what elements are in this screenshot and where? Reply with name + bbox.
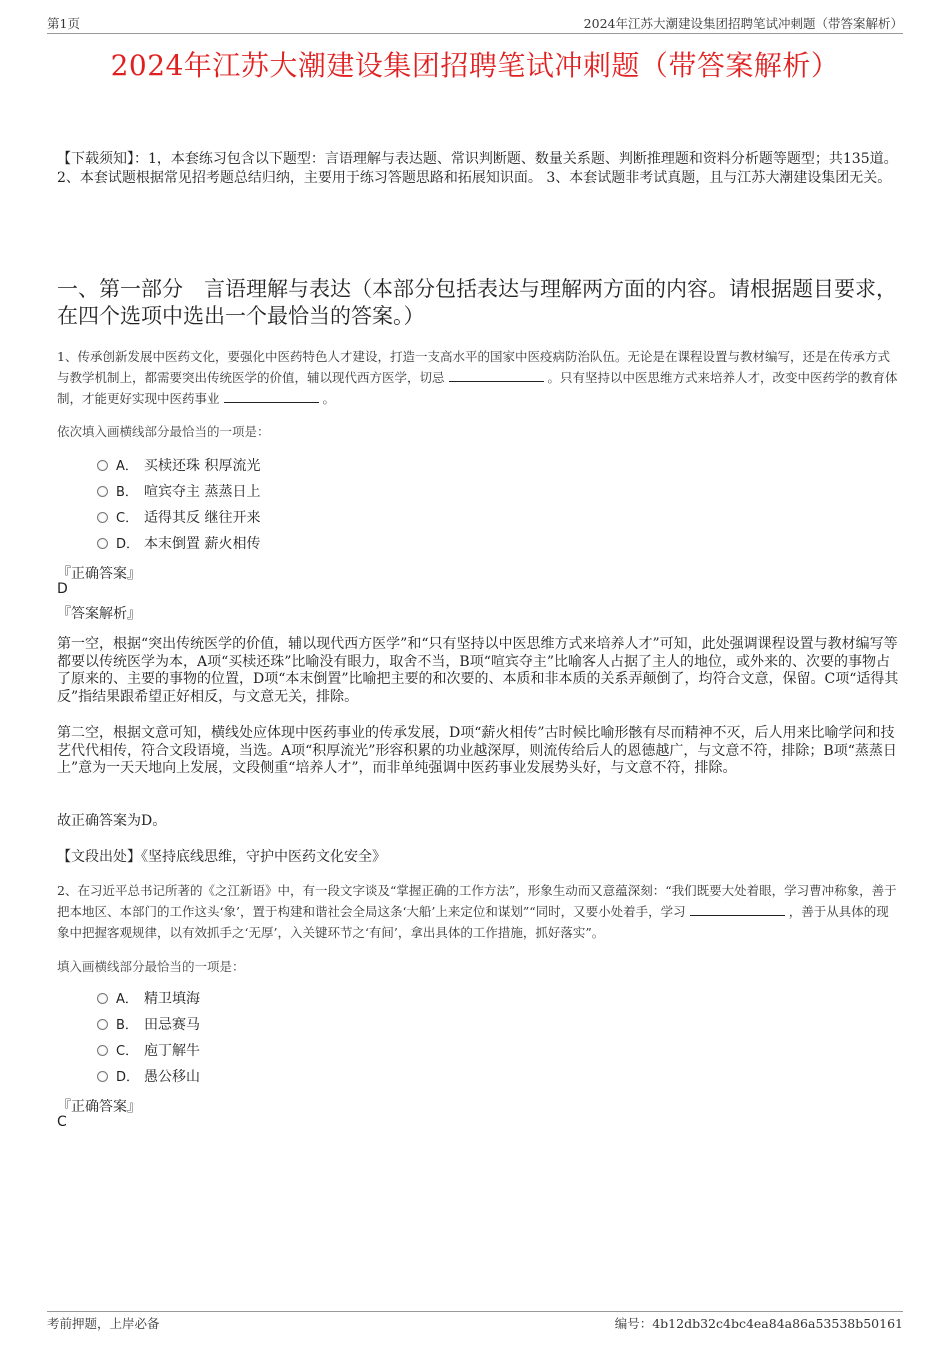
question-1-text	[57, 346, 899, 409]
radio-icon[interactable]	[97, 512, 108, 523]
blank-line	[224, 389, 319, 403]
question-1-text-b: 。只有坚持以中医思维方式来培养人才，改变中医药学的教育体制，才能更好实现中医药事业	[57, 370, 898, 406]
blank-line	[690, 902, 785, 916]
footer-serial: 编号：4b12db32c4bc4ea84a86a53538b50161	[614, 1316, 903, 1331]
radio-icon[interactable]	[97, 993, 108, 1004]
question-1-option-d[interactable]: D． 本末倒置 薪火相传	[97, 533, 260, 555]
question-1-option-b[interactable]: B． 喧宾夺主 蒸蒸日上	[97, 481, 260, 503]
question-1-text-c: 。	[322, 391, 336, 406]
correct-answer: C	[57, 1114, 67, 1130]
question-1-instruction: 依次填入画横线部分最恰当的一项是：	[57, 424, 270, 439]
question-1-text-a: 1、传承创新发展中医药文化，要强化中医药特色人才建设，打造一支高水平的国家中医疫病防治队伍。无论是在课程设置与教材编写，还是在传承方式与教学机制上，都需要突出传统医学的价值，辅以现代西方医学，切忌	[57, 349, 890, 385]
question-1-option-a[interactable]: A． 买椟还珠 积厚流光	[97, 455, 260, 477]
analysis-label: 『答案解析』	[57, 606, 141, 622]
analysis-paragraph-2: 第二空，根据文意可知，横线处应体现中医药事业的传承发展，D项“薪火相传”古时候比喻形骸有尽而精神不灭，后人用来比喻学问和技艺代代相传，符合文段语境，当选。A项“积厚流光”形容积累的功业越深厚，则流传给后人的恩德越广，与文意不符，排除；B项“蒸蒸日上”意为一天天地向上发展，文段侧重“培养人才”，而非单纯强调中医药事业发展势头好，与文意不符，排除。	[57, 725, 897, 776]
download-notice: 【下载须知】：1，本套练习包含以下题型：言语理解与表达题、常识判断题、数量关系题、判断推理题和资料分析题等题型；共135道。 2、本套试题根据常见招考题总结归纳，主要用于练习答题思路和拓展知识面。 3、本套试题非考试真题，且与江苏大潮建设集团无关。	[57, 151, 898, 186]
question-2-option-b[interactable]: B． 田忌赛马	[97, 1014, 200, 1036]
question-2-instruction: 填入画横线部分最恰当的一项是：	[57, 959, 245, 974]
question-2-option-c[interactable]: C． 庖丁解牛	[97, 1040, 200, 1062]
radio-icon[interactable]	[97, 486, 108, 497]
question-1-option-c[interactable]: C． 适得其反 继往开来	[97, 507, 260, 529]
analysis-conclusion: 故正确答案为D。	[57, 813, 167, 829]
blank-line	[449, 368, 544, 382]
radio-icon[interactable]	[97, 538, 108, 549]
question-2-option-d[interactable]: D． 愚公移山	[97, 1066, 200, 1088]
passage-source: 【文段出处】《坚持底线思维，守护中医药文化安全》	[57, 849, 386, 865]
footer-divider	[47, 1311, 903, 1312]
header-divider	[47, 33, 903, 34]
answer-label: 『正确答案』	[57, 566, 141, 582]
section-heading: 一、第一部分 言语理解与表达（本部分包括表达与理解两方面的内容。请根据题目要求，在四个选项中选出一个最恰当的答案。）	[57, 277, 897, 328]
correct-answer: D	[57, 581, 68, 597]
answer-label: 『正确答案』	[57, 1099, 141, 1115]
analysis-paragraph-1: 第一空，根据“突出传统医学的价值，辅以现代西方医学”和“只有坚持以中医思维方式来培养人才”可知，此处强调课程设置与教材编写等都要以传统医学为本，A项“买椟还珠”比喻没有眼力，取舍不当，B项“喧宾夺主”比喻客人占据了主人的地位，或外来的、次要的事物占了原来的、主要的事物的位置，D项“本末倒置”比喻把主要的和次要的、本质和非本质的关系弄颠倒了，均符合文意，保留。C项“适得其反”指结果跟希望正好相反，与文意无关，排除。	[57, 636, 899, 705]
question-2-text	[57, 880, 899, 943]
radio-icon[interactable]	[97, 460, 108, 471]
footer-slogan: 考前押题，上岸必备	[47, 1316, 160, 1331]
question-2-text-a: 2、在习近平总书记所著的《之江新语》中，有一段文字谈及“掌握正确的工作方法”，形象生动而又意蕴深刻：“我们既要大处着眼，学习曹冲称象，善于把本地区、本部门的工作这头‘象’，置于构建和谐社会全局这条‘大船’上来定位和谋划”“同时，又要小处着手，学习	[57, 883, 897, 919]
page-number: 第1页	[47, 16, 80, 31]
radio-icon[interactable]	[97, 1019, 108, 1030]
question-2-text-b: ，善于从具体的现象中把握客观规律，以有效抓手之‘无厚’，入关键环节之‘有间’，拿出具体的工作措施，抓好落实”。	[57, 904, 889, 940]
page-header	[47, 14, 903, 34]
radio-icon[interactable]	[97, 1071, 108, 1082]
question-2-option-a[interactable]: A． 精卫填海	[97, 988, 200, 1010]
document-title: 2024年江苏大潮建设集团招聘笔试冲刺题（带答案解析）	[110, 49, 840, 82]
header-doc-title: 2024年江苏大潮建设集团招聘笔试冲刺题（带答案解析）	[583, 16, 903, 31]
radio-icon[interactable]	[97, 1045, 108, 1056]
